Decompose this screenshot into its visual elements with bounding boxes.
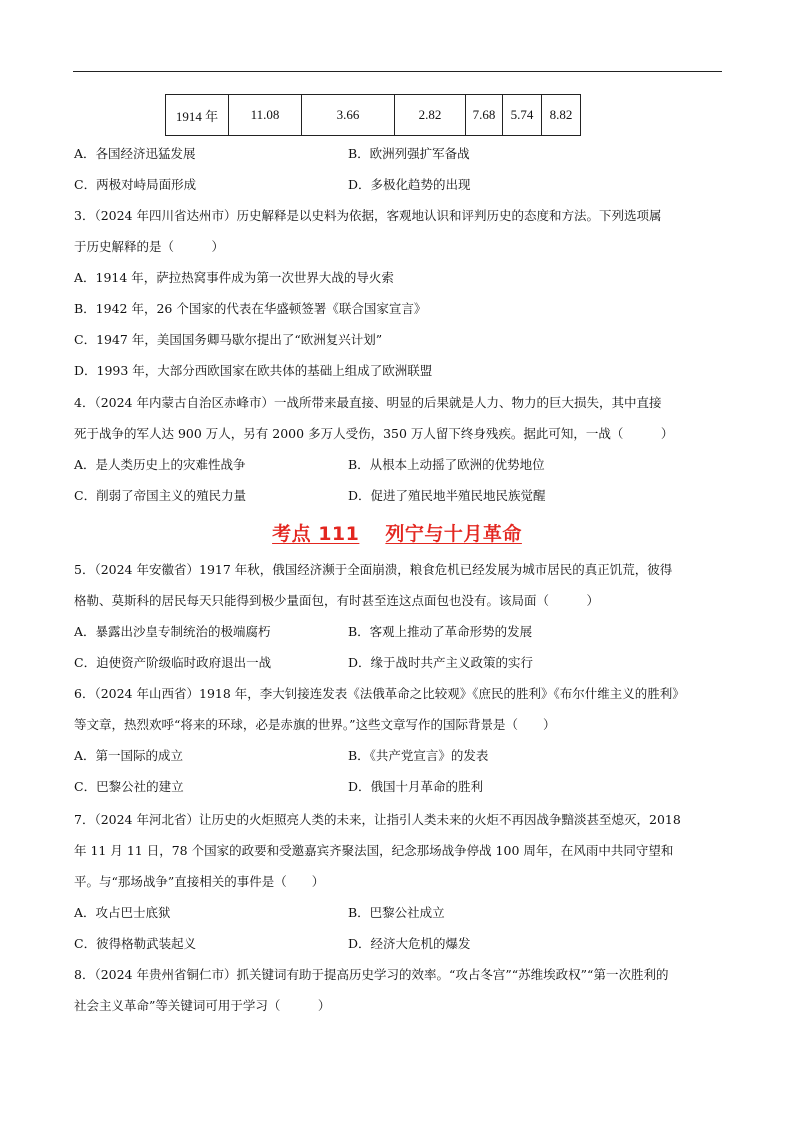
table-cell: 3.66	[302, 95, 395, 136]
option-a: A．暴露出沙皇专制统治的极端腐朽	[74, 624, 271, 639]
question-stem: 5．（2024 年安徽省）1917 年秋，俄国经济濒于全面崩溃，粮食危机已经发展为城市居民的真正饥荒，彼得	[74, 562, 673, 577]
question-stem: 4．（2024 年内蒙古自治区赤峰市）一战所带来最直接、明显的后果就是人力、物力的巨大损失，其中直接	[74, 395, 662, 410]
option-d: D．1993 年，大部分西欧国家在欧共体的基础上组成了欧洲联盟	[74, 363, 433, 378]
table-cell: 7.68	[466, 95, 503, 136]
option-a: A．各国经济迅猛发展	[74, 146, 196, 161]
question-stem: 格勒、莫斯科的居民每天只能得到极少量面包，有时甚至连这点面包也没有。该局面（ ）	[74, 593, 600, 608]
option-c: C．巴黎公社的建立	[74, 779, 184, 794]
option-d: D．多极化趋势的出现	[348, 177, 471, 192]
option-a: A．第一国际的成立	[74, 748, 184, 763]
question-stem: 平。与“那场战争”直接相关的事件是（ ）	[74, 874, 325, 889]
option-a: A．攻占巴士底狱	[74, 905, 171, 920]
table-cell: 5.74	[503, 95, 542, 136]
option-b: B．1942 年，26 个国家的代表在华盛顿签署《联合国家宣言》	[74, 301, 427, 316]
option-d: D．俄国十月革命的胜利	[348, 779, 484, 794]
option-b: B．巴黎公社成立	[348, 905, 445, 920]
question-stem: 等文章，热烈欢呼“将来的环球，必是赤旗的世界。”这些文章写作的国际背景是（ ）	[74, 717, 556, 732]
option-b: B．从根本上动摇了欧洲的优势地位	[348, 457, 545, 472]
question-stem: 社会主义革命”等关键词可用于学习（ ）	[74, 998, 331, 1013]
question-stem: 6．（2024 年山西省）1918 年，李大钊接连发表《法俄革命之比较观》《庶民的胜利》《布尔什维主义的胜利》	[74, 686, 685, 701]
option-c: C．两极对峙局面形成	[74, 177, 197, 192]
option-c: C．削弱了帝国主义的殖民力量	[74, 488, 247, 503]
option-a: A．是人类历史上的灾难性战争	[74, 457, 246, 472]
question-stem: 死于战争的军人达 900 万人，另有 2000 多万人受伤，350 万人留下终身残疾。据此可知，一战（ ）	[74, 426, 674, 441]
header-rule	[73, 71, 722, 72]
table-cell: 8.82	[542, 95, 581, 136]
question-stem: 于历史解释的是（ ）	[74, 239, 225, 254]
option-b: B．《共产党宣言》的发表	[348, 748, 489, 763]
option-d: D．缘于战时共产主义政策的实行	[348, 655, 534, 670]
option-b: B．客观上推动了革命形势的发展	[348, 624, 533, 639]
section-heading	[0, 519, 794, 546]
option-a: A．1914 年，萨拉热窝事件成为第一次世界大战的导火索	[74, 270, 394, 285]
option-b: B．欧洲列强扩军备战	[348, 146, 470, 161]
section-number: 考点 111	[272, 523, 360, 545]
option-d: D．经济大危机的爆发	[348, 936, 471, 951]
data-table	[165, 94, 581, 136]
option-d: D．促进了殖民地半殖民地民族觉醒	[348, 488, 546, 503]
table-cell: 1914 年	[166, 95, 229, 136]
table-row	[166, 95, 581, 136]
question-stem: 年 11 月 11 日，78 个国家的政要和受邀嘉宾齐聚法国，纪念那场战争停战 100 周年，在风雨中共同守望和	[74, 843, 674, 858]
question-stem: 8．（2024 年贵州省铜仁市）抓关键词有助于提高历史学习的效率。“攻占冬宫”“苏维埃政权”“第一次胜利的	[74, 967, 669, 982]
question-stem: 3．（2024 年四川省达州市）历史解释是以史料为依据，客观地认识和评判历史的态度和方法。下列选项属	[74, 208, 662, 223]
table-cell: 11.08	[229, 95, 302, 136]
section-topic: 列宁与十月革命	[385, 523, 522, 545]
option-c: C．1947 年，美国国务卿马歇尔提出了“欧洲复兴计划”	[74, 332, 383, 347]
question-stem: 7．（2024 年河北省）让历史的火炬照亮人类的未来，让指引人类未来的火炬不再因战争黯淡甚至熄灭，2018	[74, 812, 681, 827]
option-c: C．彼得格勒武装起义	[74, 936, 197, 951]
option-c: C．迫使资产阶级临时政府退出一战	[74, 655, 272, 670]
table-cell: 2.82	[395, 95, 466, 136]
